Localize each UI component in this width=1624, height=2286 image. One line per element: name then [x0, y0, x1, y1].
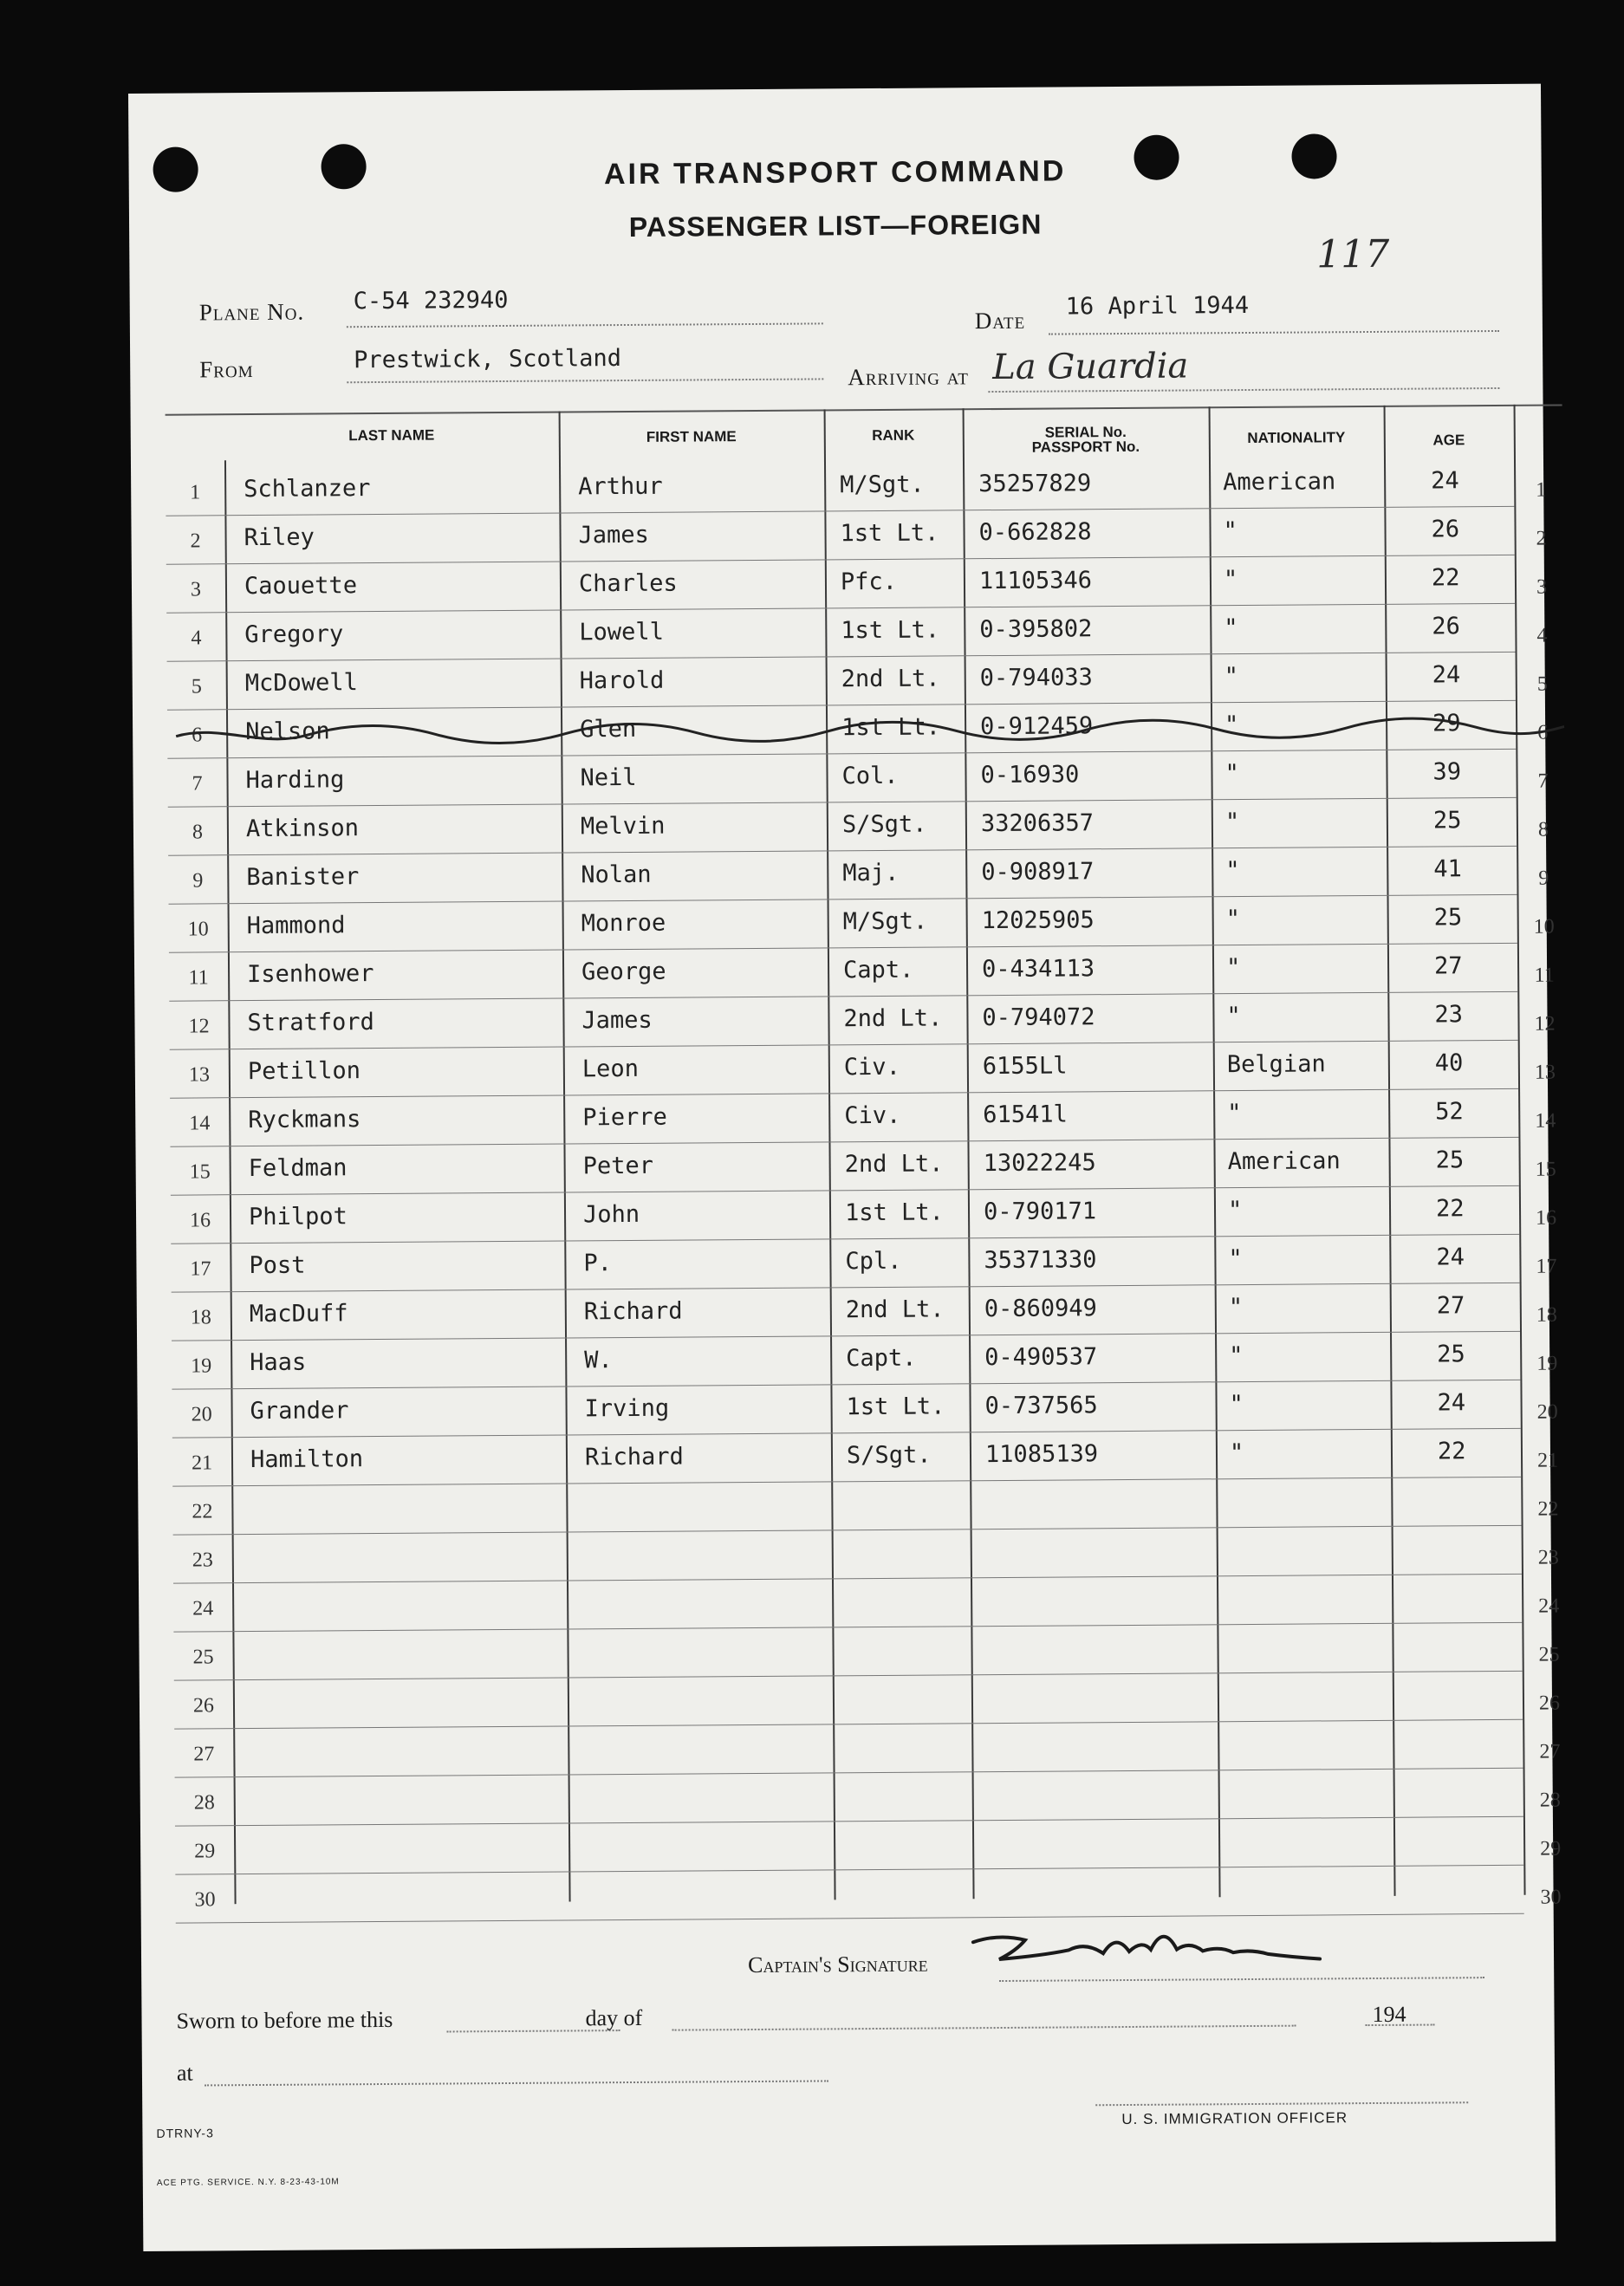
- row-number-right: 27: [1539, 1740, 1561, 1763]
- row-number-right: 30: [1540, 1886, 1562, 1909]
- cell-rank: S/Sgt.: [841, 810, 927, 839]
- cell-last: Post: [249, 1251, 306, 1280]
- row-number: 16: [189, 1209, 211, 1232]
- header-rank: RANK: [872, 426, 915, 445]
- cell-last: Atkinson: [245, 815, 360, 843]
- cell-last: Nelson: [245, 718, 330, 746]
- cell-serial: 0-790171: [983, 1198, 1097, 1226]
- cell-rank: 1st Lt.: [840, 519, 939, 548]
- passenger-list-form: [128, 84, 1562, 2251]
- cell-first: Harold: [579, 666, 665, 695]
- cell-nat: ": [1228, 1294, 1244, 1322]
- table-row: [175, 1865, 1572, 1923]
- form-subtitle: PASSENGER LIST—FOREIGN: [628, 208, 1043, 243]
- cell-last: Ryckmans: [248, 1106, 361, 1134]
- row-number: 30: [194, 1888, 216, 1912]
- row-number-right: 3: [1536, 575, 1548, 599]
- row-number: 22: [192, 1500, 213, 1523]
- row-number-right: 8: [1537, 818, 1549, 841]
- header-nationality: NATIONALITY: [1247, 429, 1346, 446]
- cell-first: Lowell: [579, 618, 665, 646]
- cell-last: McDowell: [244, 669, 358, 698]
- cell-age: 24: [1437, 1389, 1466, 1417]
- cell-rank: 2nd Lt.: [843, 1004, 943, 1033]
- cell-rank: M/Sgt.: [840, 471, 925, 499]
- passenger-table: [166, 404, 1573, 1912]
- cell-serial: 33206357: [980, 809, 1095, 838]
- cell-last: Grander: [250, 1397, 349, 1426]
- cell-nat: ": [1229, 1439, 1244, 1467]
- row-number-right: 4: [1536, 624, 1548, 647]
- cell-serial: 12025905: [981, 906, 1095, 935]
- cell-last: Caouette: [244, 572, 358, 601]
- cell-nat: ": [1227, 1100, 1242, 1127]
- cell-serial: 6155Ll: [982, 1052, 1068, 1081]
- cell-nat: ": [1227, 1197, 1243, 1224]
- sworn-year-line: [1366, 2024, 1435, 2027]
- cell-age: 41: [1433, 855, 1462, 883]
- row-number-right: 10: [1533, 915, 1555, 938]
- cell-rank: Capt.: [846, 1344, 917, 1373]
- cell-rank: Maj.: [842, 859, 900, 887]
- cell-last: Banister: [246, 863, 360, 892]
- header-age: AGE: [1432, 432, 1465, 449]
- cell-nat: ": [1225, 906, 1241, 933]
- cell-serial: 0-794072: [982, 1003, 1095, 1032]
- plane-no-label: Plane No.: [198, 298, 305, 326]
- cell-serial: 35371330: [984, 1246, 1097, 1275]
- cell-nat: ": [1228, 1245, 1243, 1273]
- header-last-name: LAST NAME: [348, 426, 435, 445]
- cell-first: Nolan: [581, 860, 652, 889]
- row-number: 11: [188, 966, 209, 990]
- header-serial-no: SERIAL No.: [1044, 423, 1127, 441]
- header-first-name: FIRST NAME: [646, 428, 737, 445]
- cell-serial: 11085139: [984, 1440, 1099, 1469]
- header-passport-no: PASSPORT No.: [1031, 438, 1140, 456]
- cell-nat: ": [1225, 857, 1240, 885]
- cell-age: 27: [1433, 952, 1463, 980]
- cell-first: Monroe: [581, 909, 666, 938]
- cell-serial: 0-395802: [979, 615, 1093, 644]
- officer-line: [1095, 2101, 1468, 2106]
- plane-no-line: [347, 322, 823, 328]
- table-top-rule: [166, 404, 1562, 415]
- cell-serial: 11105346: [978, 567, 1093, 595]
- row-number-right: 2: [1536, 527, 1547, 550]
- cell-last: Schlanzer: [244, 475, 371, 503]
- row-number-right: 15: [1535, 1158, 1556, 1181]
- row-number: 15: [189, 1160, 211, 1184]
- cell-nat: ": [1223, 517, 1237, 545]
- cell-first: P.: [583, 1250, 613, 1277]
- cell-age: 40: [1434, 1049, 1464, 1077]
- cell-age: 52: [1435, 1098, 1464, 1126]
- row-number: 7: [192, 772, 203, 796]
- cell-serial: 13022245: [983, 1149, 1096, 1178]
- cell-first: Neil: [580, 763, 637, 792]
- cell-serial: 0-912459: [980, 712, 1094, 741]
- cell-rank: Capt.: [842, 956, 914, 984]
- printer-line: ACE PTG. SERVICE. N.Y. 8-23-43-10M: [156, 2177, 340, 2188]
- cell-nat: ": [1224, 663, 1239, 691]
- cell-first: W.: [584, 1347, 613, 1374]
- row-number: 18: [190, 1306, 211, 1329]
- cell-nat: ": [1229, 1391, 1244, 1419]
- row-number-right: 29: [1540, 1837, 1562, 1861]
- cell-serial: 0-908917: [981, 858, 1095, 886]
- cell-age: 25: [1437, 1341, 1465, 1368]
- form-code: DTRNY-3: [156, 2126, 214, 2140]
- cell-first: James: [578, 521, 649, 549]
- cell-serial: 0-737565: [984, 1392, 1098, 1420]
- cell-nat: ": [1225, 954, 1241, 982]
- cell-serial: 61541l: [983, 1101, 1068, 1129]
- at-label: at: [176, 2060, 193, 2086]
- cell-rank: 2nd Lt.: [841, 665, 940, 693]
- row-number: 28: [193, 1791, 215, 1815]
- cell-serial: 0-16930: [980, 761, 1080, 789]
- cell-rank: 1st Lt.: [844, 1198, 944, 1227]
- form-title: AIR TRANSPORT COMMAND: [603, 154, 1067, 192]
- row-number: 29: [194, 1840, 216, 1863]
- row-number: 14: [189, 1112, 211, 1135]
- cell-nat: ": [1224, 614, 1238, 642]
- cell-first: John: [582, 1200, 640, 1229]
- cell-age: 24: [1436, 1244, 1465, 1271]
- cell-first: Glen: [580, 715, 637, 744]
- row-number: 12: [188, 1015, 210, 1038]
- row-number: 13: [188, 1063, 210, 1087]
- cell-rank: 1st Lt.: [841, 713, 941, 742]
- row-number: 20: [191, 1403, 212, 1426]
- cell-age: 23: [1434, 1001, 1464, 1029]
- cell-rank: Col.: [841, 762, 899, 790]
- cell-rank: 1st Lt.: [841, 616, 940, 645]
- cell-first: Pierre: [582, 1103, 667, 1132]
- cell-age: 25: [1435, 1146, 1465, 1174]
- arriving-line: [988, 387, 1499, 393]
- cell-first: Leon: [581, 1055, 640, 1083]
- captain-signature-label: Captain's Signature: [747, 1951, 928, 1978]
- row-number-right: 5: [1536, 672, 1548, 696]
- cell-serial: 0-434113: [981, 955, 1095, 984]
- sworn-month-line: [672, 2025, 1296, 2031]
- row-number: 5: [191, 675, 202, 698]
- row-number: 19: [191, 1354, 212, 1378]
- cell-first: James: [581, 1006, 653, 1035]
- cell-nat: ": [1229, 1342, 1244, 1370]
- cell-rank: S/Sgt.: [846, 1441, 932, 1470]
- row-number-right: 12: [1534, 1012, 1556, 1036]
- cell-first: George: [581, 958, 666, 986]
- cell-first: Arthur: [578, 472, 663, 501]
- cell-last: Petillon: [247, 1057, 361, 1086]
- year-label: 194: [1372, 2001, 1406, 2028]
- cell-age: 25: [1432, 807, 1462, 835]
- cell-last: Haas: [250, 1348, 307, 1377]
- row-number: 26: [192, 1694, 215, 1718]
- cell-nat: ": [1224, 809, 1240, 836]
- cell-age: 22: [1435, 1195, 1465, 1223]
- cell-rank: 1st Lt.: [846, 1393, 945, 1421]
- row-number: 27: [193, 1743, 215, 1766]
- row-number-right: 26: [1538, 1692, 1561, 1715]
- row-number-right: 20: [1536, 1400, 1558, 1424]
- row-number-right: 11: [1534, 964, 1555, 987]
- from-line: [347, 378, 823, 383]
- row-number: 1: [190, 481, 201, 504]
- cell-rank: M/Sgt.: [842, 907, 928, 936]
- row-number: 4: [191, 627, 202, 650]
- cell-rank: 2nd Lt.: [845, 1296, 945, 1324]
- cell-age: 39: [1432, 758, 1462, 786]
- cell-nat: ": [1224, 711, 1239, 739]
- cell-first: Irving: [584, 1394, 670, 1423]
- cell-first: Richard: [584, 1443, 684, 1471]
- arriving-label: Arriving at: [848, 363, 970, 391]
- cell-rank: Pfc.: [840, 568, 898, 596]
- cell-age: 24: [1431, 467, 1459, 495]
- cell-rank: Civ.: [843, 1053, 901, 1081]
- cell-age: 27: [1436, 1292, 1465, 1320]
- cell-nat: American: [1227, 1147, 1341, 1176]
- row-number-right: 13: [1534, 1061, 1556, 1084]
- from-label: From: [199, 355, 254, 383]
- cell-last: Isenhower: [246, 960, 374, 989]
- date-value: 16 April 1944: [1065, 291, 1250, 321]
- cell-nat: Belgian: [1226, 1050, 1326, 1079]
- cell-age: 22: [1437, 1438, 1466, 1465]
- cell-age: 25: [1433, 904, 1463, 932]
- row-number-right: 9: [1538, 867, 1549, 890]
- row-number: 9: [192, 869, 204, 893]
- row-number-right: 6: [1537, 721, 1549, 744]
- cell-nat: American: [1223, 468, 1336, 497]
- cell-last: Stratford: [247, 1009, 374, 1037]
- cell-last: Hamilton: [250, 1445, 364, 1474]
- cell-age: 22: [1431, 564, 1460, 592]
- cell-age: 29: [1432, 710, 1461, 737]
- row-number-right: 24: [1538, 1594, 1560, 1618]
- row-number-right: 1: [1536, 478, 1547, 502]
- cell-last: Philpot: [248, 1203, 348, 1231]
- row-number-right: 16: [1536, 1206, 1557, 1230]
- cell-age: 24: [1432, 661, 1461, 689]
- cell-last: Feldman: [248, 1154, 348, 1183]
- cell-serial: 0-794033: [979, 664, 1093, 692]
- cell-nat: ": [1223, 566, 1238, 594]
- row-number-right: 7: [1537, 770, 1549, 793]
- officer-label: U. S. IMMIGRATION OFFICER: [1121, 2109, 1348, 2128]
- row-number: 21: [191, 1451, 213, 1475]
- row-number-right: 14: [1535, 1109, 1556, 1133]
- page-number: 117: [1316, 231, 1390, 277]
- cell-first: Richard: [583, 1297, 683, 1326]
- row-number-right: 25: [1538, 1643, 1560, 1666]
- row-number-right: 21: [1536, 1449, 1559, 1472]
- cell-nat: ": [1226, 1003, 1241, 1030]
- row-number-right: 28: [1539, 1789, 1561, 1812]
- row-number: 6: [192, 724, 203, 747]
- row-number: 3: [190, 578, 202, 601]
- cell-last: MacDuff: [249, 1300, 348, 1328]
- cell-serial: 0-860949: [984, 1295, 1097, 1323]
- cell-nat: ": [1224, 760, 1239, 788]
- row-number-right: 23: [1537, 1546, 1559, 1569]
- cell-age: 26: [1432, 613, 1460, 640]
- cell-age: 26: [1431, 516, 1460, 543]
- cell-rank: Civ.: [844, 1101, 901, 1130]
- cell-rank: 2nd Lt.: [844, 1150, 944, 1179]
- row-number: 2: [190, 529, 201, 553]
- row-number: 25: [192, 1646, 214, 1669]
- row-number-right: 18: [1536, 1303, 1557, 1327]
- cell-first: Peter: [582, 1152, 654, 1180]
- from-value: Prestwick, Scotland: [354, 345, 622, 374]
- cell-first: Melvin: [580, 812, 666, 841]
- cell-last: Riley: [244, 523, 315, 552]
- row-number: 24: [192, 1597, 214, 1620]
- row-number: 10: [187, 918, 209, 941]
- day-of-label: day of: [585, 2004, 643, 2031]
- row-number: 23: [192, 1549, 213, 1572]
- row-number: 17: [190, 1257, 211, 1281]
- captain-signature: [965, 1913, 1329, 1985]
- cell-first: Charles: [578, 569, 678, 598]
- sworn-label: Sworn to before me this: [176, 2006, 393, 2034]
- row-number: 8: [192, 821, 204, 844]
- at-line: [205, 2080, 828, 2086]
- row-number-right: 19: [1536, 1352, 1558, 1375]
- plane-no-value: C-54 232940: [353, 286, 509, 315]
- row-number-right: 17: [1536, 1255, 1557, 1278]
- row-number-right: 22: [1537, 1497, 1559, 1521]
- cell-serial: 35257829: [978, 470, 1092, 498]
- cell-last: Harding: [245, 766, 345, 795]
- date-label: Date: [974, 307, 1026, 334]
- cell-last: Hammond: [246, 912, 346, 940]
- cell-serial: 0-662828: [978, 518, 1092, 547]
- arriving-value: La Guardia: [992, 346, 1189, 388]
- date-line: [1049, 330, 1499, 335]
- cell-rank: Cpl.: [845, 1247, 902, 1276]
- cell-serial: 0-490537: [984, 1343, 1098, 1372]
- cell-last: Gregory: [244, 620, 344, 649]
